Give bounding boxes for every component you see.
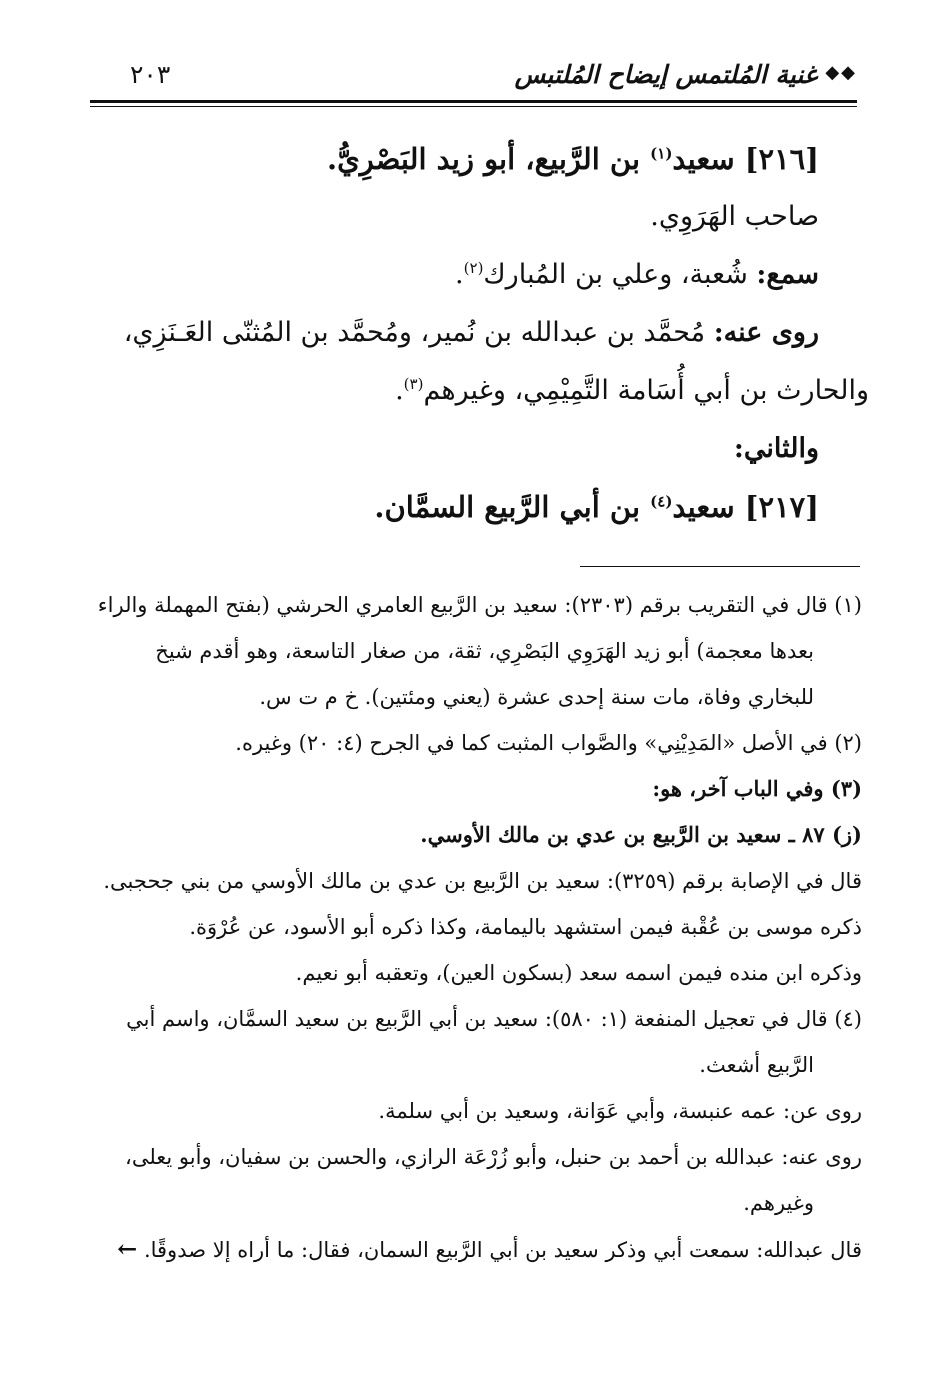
footnote-1-line-3: للبخاري وفاة، مات سنة إحدى عشرة (يعني ومئتين). خ م ت س. bbox=[259, 685, 814, 709]
footnote-4-line-2: الرَّبيع أشعث. bbox=[699, 1053, 814, 1077]
narrated-label: روى عنه: bbox=[713, 317, 819, 348]
footnote-3-line-3: وذكره ابن منده فيمن اسمه سعد (بسكون العين)، وتعقبه أبو نعيم. bbox=[295, 961, 862, 985]
header-rule-thin bbox=[90, 106, 857, 107]
narrated-text-1: مُحمَّد بن عبدالله بن نُمير، ومُحمَّد بن المُثنّى العَـنَزِي، bbox=[123, 317, 706, 348]
heard-end: . bbox=[455, 259, 464, 290]
footnote-1-line-2: بعدها معجمة) أبو زيد الهَرَوِي البَصْرِي، ثقة، من صغار التاسعة، وهو أقدم شيخ bbox=[155, 639, 814, 663]
narrated-line-1 bbox=[90, 304, 819, 362]
running-title: غنية المُلتمس إيضاح المُلتبس bbox=[514, 60, 817, 89]
second-label: والثاني: bbox=[733, 433, 819, 464]
narrated-text-2: والحارث بن أبي أُسَامة التَّمِيْمِي، وغيرهم bbox=[423, 375, 869, 406]
footnote-4-line-1: (٤) قال في تعجيل المنفعة (١: ٥٨٠): سعيد بن أبي الرَّبيع بن سعيد السمَّان، واسم أبي bbox=[126, 1007, 862, 1031]
continue-arrow-icon: ← bbox=[117, 1234, 138, 1263]
heard-text: شُعبة، وعلي بن المُبارك bbox=[483, 259, 748, 290]
footnote-ref[interactable]: (١) bbox=[650, 144, 673, 163]
footnote-3-entry: (ز) ٨٧ ـ سعيد بن الرَّبيع بن عدي بن مالك الأوسي. bbox=[420, 822, 862, 847]
entry-name-rest: بن الرَّبيع، أبو زيد البَصْرِيُّ. bbox=[326, 142, 641, 176]
footnote-4-line-3: روى عن: عمه عنبسة، وأبي عَوَانة، وسعيد بن أبي سلمة. bbox=[378, 1099, 862, 1123]
entry-name: سعيد bbox=[672, 490, 735, 524]
footnote-separator bbox=[580, 566, 860, 567]
footnote-ref[interactable]: (٣) bbox=[403, 375, 424, 393]
footnote-1-line-1: (١) قال في التقريب برقم (٢٣٠٣): سعيد بن الرَّبيع العامري الحرشي (بفتح المهملة والراء bbox=[97, 593, 862, 617]
entry-216-heading bbox=[90, 130, 819, 188]
footnote-3-line-2: ذكره موسى بن عُقْبة فيمن استشهد باليمامة، وكذا ذكره أبو الأسود، عن عُرْوَة. bbox=[189, 915, 862, 939]
narrated-line-2 bbox=[90, 362, 869, 420]
footnote-3-line-1: قال في الإصابة برقم (٣٢٥٩): سعيد بن الرَّبيع بن عدي بن مالك الأوسي من بني جحجبى. bbox=[103, 869, 862, 893]
heard-label: سمع: bbox=[756, 259, 819, 290]
footnote-ref[interactable]: (٤) bbox=[650, 492, 673, 511]
narrated-end: . bbox=[395, 375, 404, 406]
page-header bbox=[90, 58, 857, 98]
header-rule-thick bbox=[90, 100, 857, 103]
entry-name-rest: بن أبي الرَّبيع السمَّان. bbox=[374, 490, 641, 524]
footnote-4-line-5: وغيرهم. bbox=[743, 1191, 814, 1215]
main-text bbox=[90, 130, 869, 536]
footnote-3-heading: (٣) وفي الباب آخر، هو: bbox=[652, 776, 862, 801]
heard-line bbox=[90, 246, 819, 304]
entry-number: [٢١٧] bbox=[744, 490, 819, 524]
footnote-4-line-6 bbox=[80, 1226, 862, 1273]
entry-name: سعيد bbox=[672, 142, 735, 176]
footnote-4-quote: قال عبدالله: سمعت أبي وذكر سعيد بن أبي الرَّبيع السمان، فقال: ما أراه إلا صدوقًا. bbox=[143, 1238, 862, 1262]
entry-number: [٢١٦] bbox=[744, 142, 819, 176]
page-number: ٢٠٣ bbox=[130, 60, 171, 89]
footnote-4-line-4: روى عنه: عبدالله بن أحمد بن حنبل، وأبو زُرْعَة الرازي، والحسن بن سفيان، وأبو يعلى، bbox=[125, 1145, 862, 1169]
diamond-ornament-icon: ◆◆ bbox=[825, 62, 857, 83]
footnote-2: (٢) في الأصل «المَدِيْنِي» والصَّواب المثبت كما في الجرح (٤: ٢٠) وغيره. bbox=[235, 731, 862, 755]
footnotes bbox=[80, 582, 862, 1273]
entry-217-heading bbox=[90, 478, 819, 536]
companion-line: صاحب الهَرَوِي. bbox=[650, 201, 819, 232]
footnote-ref[interactable]: (٢) bbox=[463, 259, 484, 277]
